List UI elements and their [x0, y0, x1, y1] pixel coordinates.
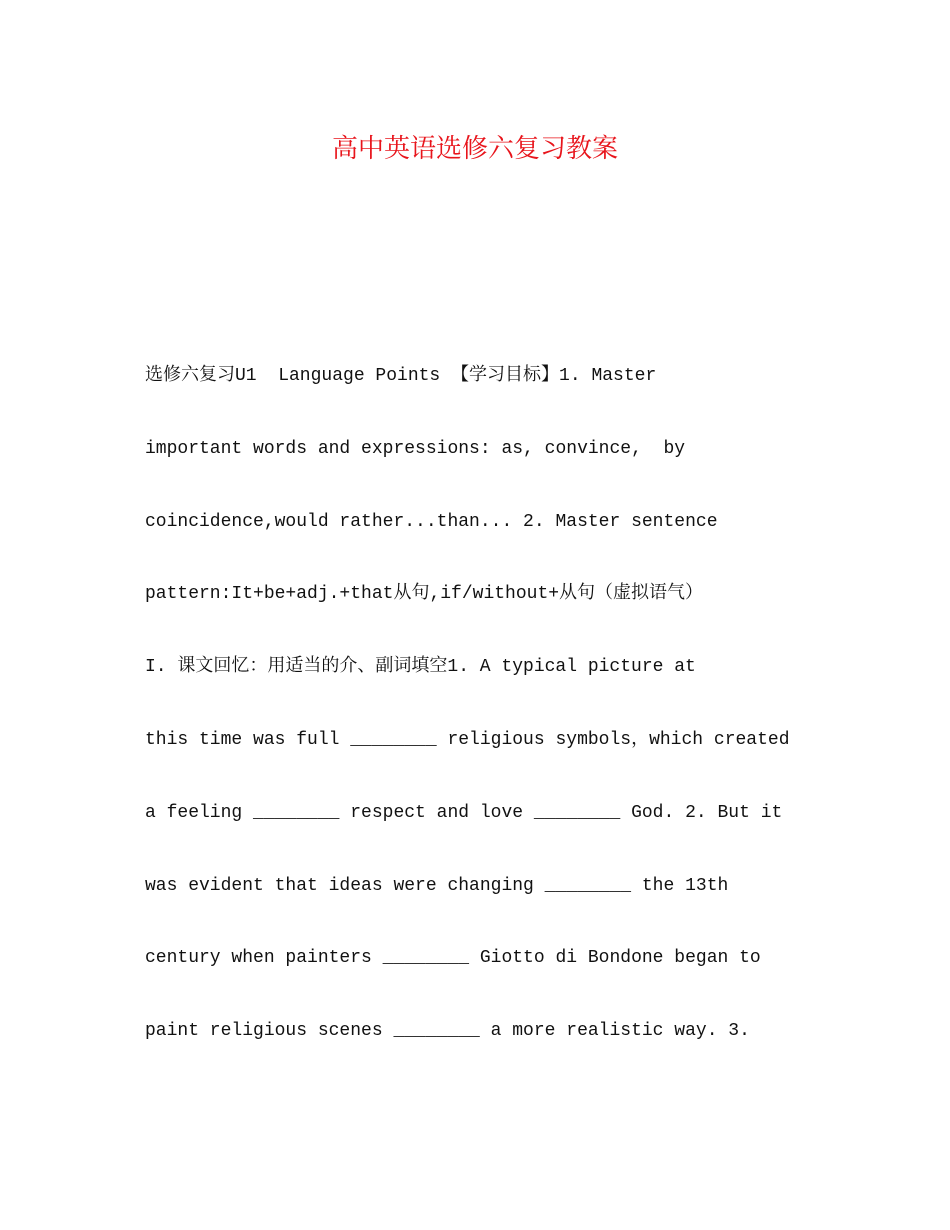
document-title: 高中英语选修六复习教案	[331, 134, 618, 164]
text-line: I. 课文回忆：用适当的介、副词填空1. A typical picture at	[145, 657, 696, 678]
document-body	[145, 364, 825, 1092]
text-line: paint religious scenes ________ a more realistic way. 3.	[145, 1021, 750, 1042]
text-line: coincidence,would rather...than... 2. Master sentence	[145, 511, 718, 532]
text-line: this time was full ________ religious symbols，which created	[145, 729, 790, 750]
text-line: century when painters ________ Giotto di Bondone began to	[145, 948, 761, 969]
text-line: important words and expressions: as, convince, by	[145, 438, 686, 459]
text-line: pattern:It+be+adj.+that从句,if/without+从句（虚拟语气）	[145, 584, 704, 605]
text-line: a feeling ________ respect and love ________ God. 2. But it	[145, 802, 783, 823]
text-line: 选修六复习U1 Language Points 【学习目标】1. Master	[145, 366, 657, 386]
text-line: was evident that ideas were changing ________ the 13th	[145, 875, 729, 896]
